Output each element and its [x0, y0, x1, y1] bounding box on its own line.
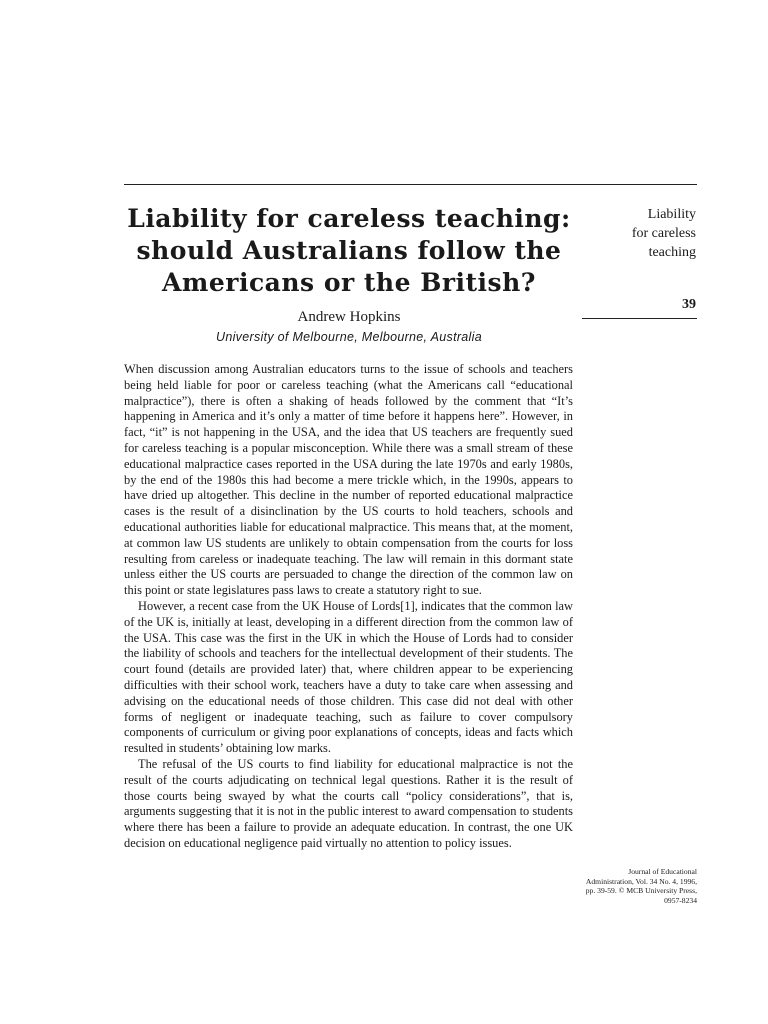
article-title — [116, 203, 582, 299]
citation-line: pp. 39-59. © MCB University Press, — [585, 886, 697, 895]
running-head — [590, 205, 696, 262]
side-rule — [582, 318, 697, 319]
author-name: Andrew Hopkins — [297, 309, 401, 325]
running-head-line: Liability — [647, 207, 696, 222]
author-affiliation: University of Melbourne, Melbourne, Australia — [216, 330, 482, 344]
body-paragraph: When discussion among Australian educators turns to the issue of schools and teachers being held liable for poor or careless teaching (what the Americans call “educational malpractice”), there is often a shaking of heads followed by the comment that “It’s happening in America and it’s only a matter of time before it happens here”. However, in fact, “it” is not happening in the USA, and the idea that US teachers are frequently sued for careless teaching is a popular misconception. While there was a small stream of these educational malpractice cases reported in the USA during the late 1970s and early 1980s, by the end of the 1980s this had become a mere trickle which, in the 1990s, appears to have dried up altogether. This decline in the number of reported educational malpractice cases is the result of a disinclination by the US courts to hold teachers, schools and educational authorities liable for educational malpractice. This means that, at the moment, at common law US students are unlikely to obtain compensation from the courts for loss resulting from careless or inadequate teaching. The law will remain in this dormant state unless either the US courts are persuaded to change the direction of the common law on this point or state legislatures pass laws to create a statutory right to sue. — [124, 362, 573, 598]
body-paragraph: The refusal of the US courts to find liability for educational malpractice is not the result of the courts adjudicating on technical legal questions. Rather it is the result of those courts being swayed by what the courts call “policy considerations”, that is, arguments suggesting that it is not in the public interest to award compensation to students where there has been a failure to provide an adequate education. In contrast, the one UK decision on educational negligence paid virtually no attention to policy issues. — [124, 756, 573, 850]
citation-line: Administration, Vol. 34 No. 4, 1996, — [585, 876, 697, 886]
title-line: Liability for careless teaching: — [127, 204, 571, 233]
running-head-line: teaching — [648, 245, 696, 260]
body-paragraph: However, a recent case from the UK House of Lords[1], indicates that the common law of the UK is, initially at least, developing in a different direction from the common law of the USA. This case was the first in the UK in which the House of Lords had to consider the liability of schools and teachers for the intellectual development of their students. The court found (details are provided later) that, where children appear to be experiencing difficulties with their school work, teachers have a duty to take care when assessing and advising on the educational needs of those children. This case did not deal with other forms of negligent or inadequate teaching, such as failure to cover compulsory components of curriculum or giving poor explanations of concepts, ideas and facts which resulted in students’ obtaining low marks. — [124, 598, 573, 756]
journal-citation — [583, 867, 697, 905]
top-rule — [124, 184, 697, 185]
title-line: Americans or the British? — [162, 268, 536, 297]
citation-line: Journal of Educational — [628, 867, 697, 876]
article-body — [124, 362, 573, 852]
citation-line: 0957-8234 — [664, 895, 697, 905]
page-number: 39 — [682, 297, 696, 312]
title-line: should Australians follow the — [136, 236, 562, 265]
running-head-line: for careless — [631, 226, 696, 241]
